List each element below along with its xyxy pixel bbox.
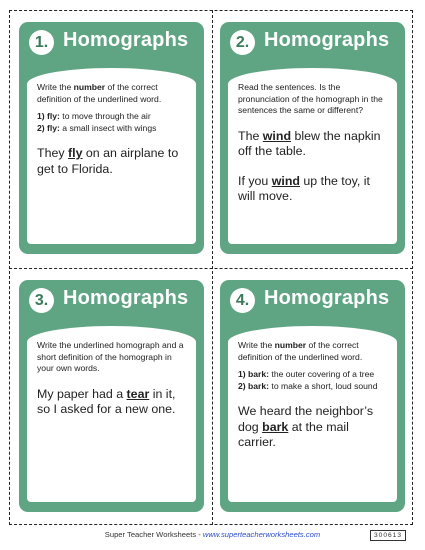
card-instructions: Write the number of the correct definition of the underlined word.: [238, 340, 363, 362]
card-title: Homographs: [264, 287, 390, 309]
task-card-4: [220, 280, 405, 512]
card-header: [220, 280, 405, 320]
definition-item: 2) bark: to make a short, loud sound: [238, 380, 378, 391]
homograph-word: bark: [262, 419, 289, 434]
card-title: Homographs: [63, 29, 189, 51]
definition-item: 1) fly: to move through the air: [37, 111, 151, 121]
task-card-3: [19, 280, 204, 512]
card-number-badge: 4.: [230, 288, 255, 313]
task-card-2: [220, 22, 405, 254]
homograph-word: wind: [262, 128, 292, 143]
card-instructions: Write the underlined homograph and a short definition of the homograph in your own words.: [37, 340, 184, 373]
example-sentence: They fly on an airplane to get to Florida.: [37, 146, 179, 176]
task-card-1: [19, 22, 204, 254]
homograph-word: wind: [271, 173, 300, 188]
example-sentence: If you wind up the toy, it will move.: [238, 173, 370, 203]
homograph-word: tear: [126, 386, 150, 401]
worksheet-code: 300613: [370, 530, 406, 541]
page-footer: [0, 530, 425, 539]
definition-item: 2) fly: a small insect with wings: [37, 122, 157, 133]
cut-line-horizontal: [9, 268, 413, 269]
card-title: Homographs: [63, 287, 189, 309]
homograph-word: fly: [68, 146, 83, 160]
card-number-badge: 3.: [29, 288, 54, 313]
card-header: [19, 22, 204, 62]
card-title: Homographs: [264, 29, 390, 51]
example-sentence: We heard the neighbor’s dog bark at the mail carrier.: [238, 404, 374, 449]
card-panel: [228, 326, 397, 502]
card-instructions: Read the sentences. Is the pronunciation of the homograph in the sentences the same or different?: [238, 82, 383, 115]
definition-item: 1) bark: the outer covering of a tree: [238, 369, 375, 379]
card-panel: [228, 68, 397, 244]
card-panel: [27, 68, 196, 244]
footer-url-link[interactable]: www.superteacherworksheets.com: [202, 530, 321, 539]
card-panel: [27, 326, 196, 502]
card-number-badge: 2.: [230, 30, 255, 55]
card-number-badge: 1.: [29, 30, 54, 55]
definition-list: [37, 111, 188, 134]
card-instructions: Write the number of the correct definition of the underlined word.: [37, 82, 162, 104]
card-header: [19, 280, 204, 320]
card-header: [220, 22, 405, 62]
definition-list: [238, 369, 389, 392]
example-sentence: The wind blew the napkin off the table.: [238, 128, 381, 158]
footer-brand: Super Teacher Worksheets -: [104, 530, 203, 539]
example-sentence: My paper had a tear in it, so I asked for a new one.: [37, 386, 176, 416]
